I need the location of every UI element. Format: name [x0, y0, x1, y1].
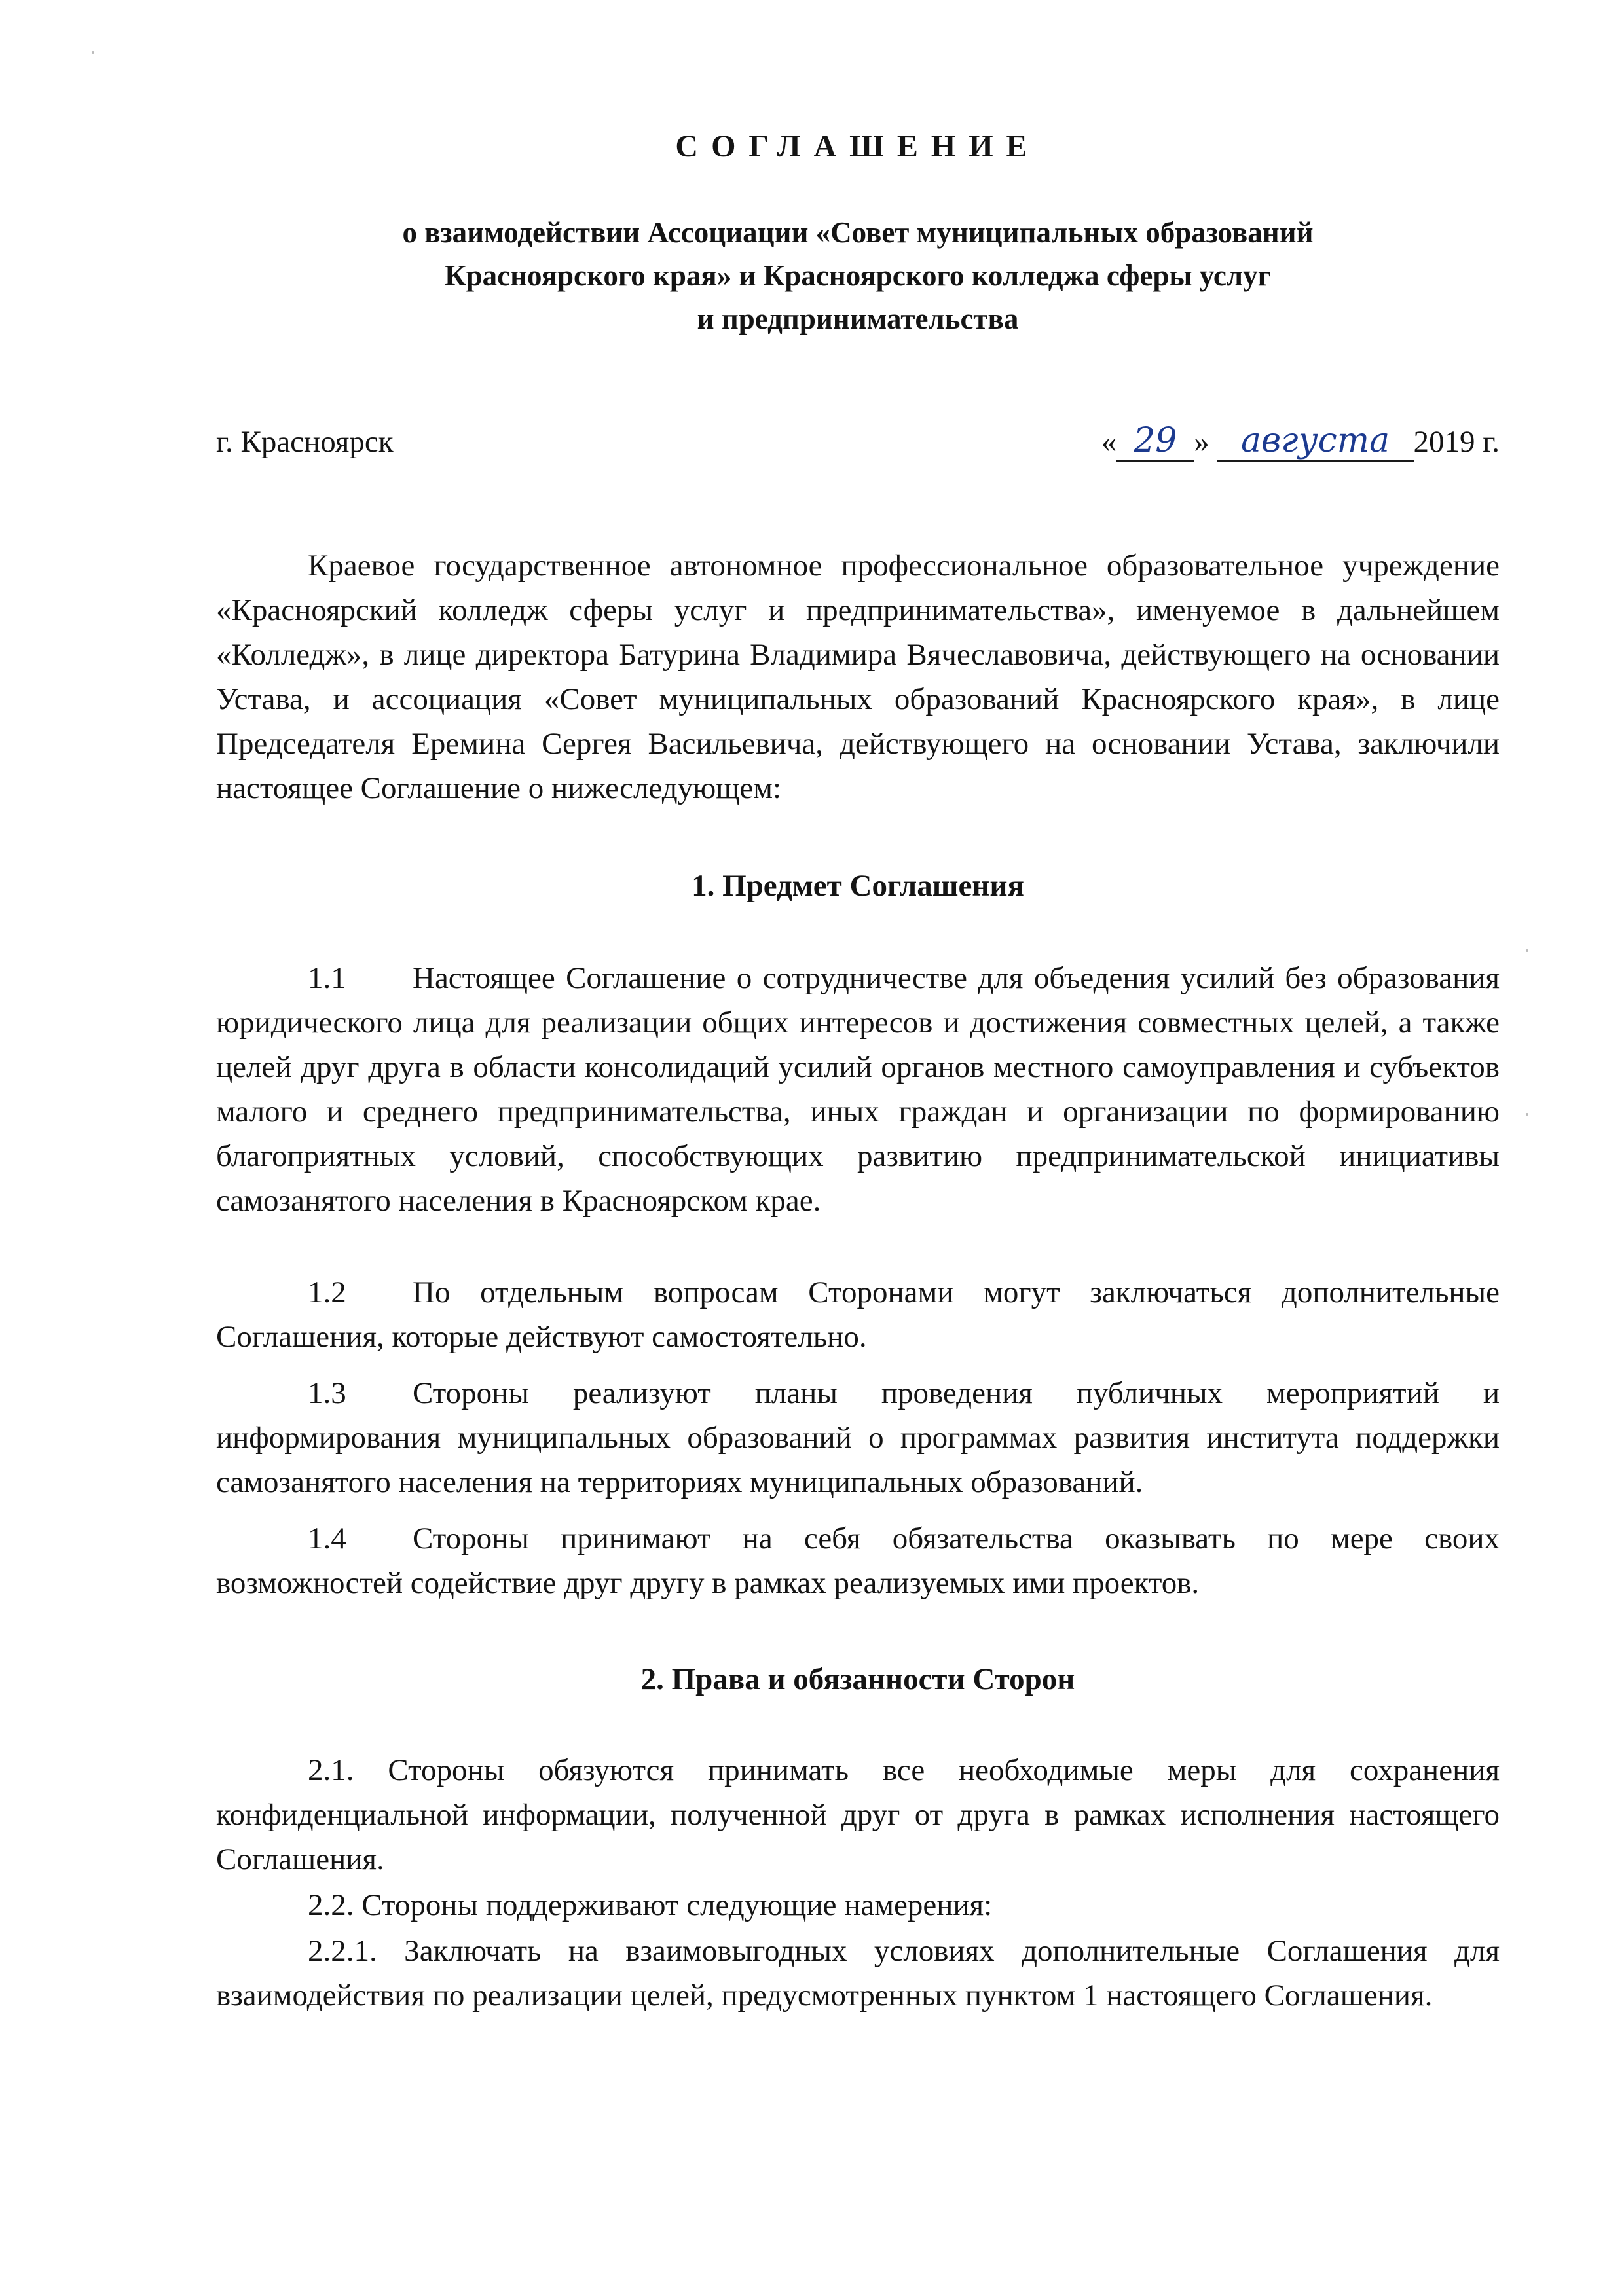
- preamble-paragraph: Краевое государственное автономное профессиональное образовательное учреждение «Красноярский колледж сферы услуг и предпринимательства», именуемое в дальнейшем «Колледж», в лице директора Батурина Владимира Вячеславовича, действующего на основании Устава, и ассоциация «Совет муниципальных образований Красноярского края», в лице Председателя Еремина Сергея Васильевича, действующего на основании Устава, заключили настоящее Соглашение о нижеследующем:: [216, 549, 1500, 805]
- scan-speck: [1526, 1113, 1528, 1116]
- date-block: [1101, 419, 1500, 465]
- clause-number: 1.1: [308, 961, 346, 995]
- clause-number: 1.2: [308, 1275, 346, 1309]
- clause-number: 1.3: [308, 1376, 346, 1410]
- section-1-heading: 1. Предмет Соглашения: [692, 869, 1024, 903]
- subtitle-line: Красноярского края» и Красноярского колледжа сферы услуг: [444, 259, 1272, 292]
- document-subtitle: [255, 211, 1460, 340]
- clause-text: Стороны принимают на себя обязательства оказывать по мере своих возможностей содействие друг другу в рамках реализуемых ими проектов.: [216, 1522, 1500, 1600]
- date-close-quote: »: [1194, 425, 1209, 459]
- clause-2-2-1: 2.2.1. Заключать на взаимовыгодных условиях дополнительные Соглашения для взаимодействия по реализации целей, предусмотренных пунктом 1 настоящего Соглашения.: [216, 1934, 1500, 2013]
- clause-text: Стороны реализуют планы проведения публичных мероприятий и информирования муниципальных образований о программах развития института поддержки самозанятого населения на территориях муниципальных образований.: [216, 1376, 1500, 1499]
- scan-speck: [1526, 949, 1528, 952]
- clause-1-3: [216, 1371, 1500, 1504]
- clause-1-2: [216, 1270, 1500, 1359]
- clause-1-1: [216, 956, 1500, 1223]
- section-2-heading: 2. Права и обязанности Сторон: [640, 1662, 1075, 1696]
- subtitle-line: и предпринимательства: [697, 302, 1019, 335]
- place-date-line: [216, 419, 1500, 465]
- date-open-quote: «: [1101, 425, 1117, 459]
- handwritten-day: 29: [1116, 421, 1194, 462]
- clause-text: Настоящее Соглашение о сотрудничестве для объедения усилий без образования юридического лица для реализации общих интересов и достижения совместных целей, а также целей друг друга в области консолидаций усилий органов местного самоуправления и субъектов малого и среднего предпринимательства, иных граждан и организации по формированию благоприятных условий, способствующих развитию предпринимательской инициативы самозанятого населения в Красноярском крае.: [216, 961, 1500, 1218]
- date-year: 2019 г.: [1413, 425, 1500, 459]
- clause-2-1: 2.1. Стороны обязуются принимать все необходимые меры для сохранения конфиденциальной информации, полученной друг от друга в рамках исполнения настоящего Соглашения.: [216, 1753, 1500, 1876]
- clause-2-2: 2.2. Стороны поддерживают следующие намерения:: [308, 1888, 993, 1922]
- handwritten-month: августа: [1217, 421, 1414, 462]
- clause-text: По отдельным вопросам Сторонами могут заключаться дополнительные Соглашения, которые действуют самостоятельно.: [216, 1275, 1500, 1354]
- city-label: г. Красноярск: [216, 425, 394, 459]
- clause-number: 1.4: [308, 1522, 346, 1556]
- clause-1-4: [216, 1516, 1500, 1605]
- scan-speck: [92, 51, 94, 54]
- subtitle-line: о взаимодействии Ассоциации «Совет муниципальных образований: [402, 216, 1314, 249]
- document-title: СОГЛАШЕНИЕ: [675, 129, 1041, 164]
